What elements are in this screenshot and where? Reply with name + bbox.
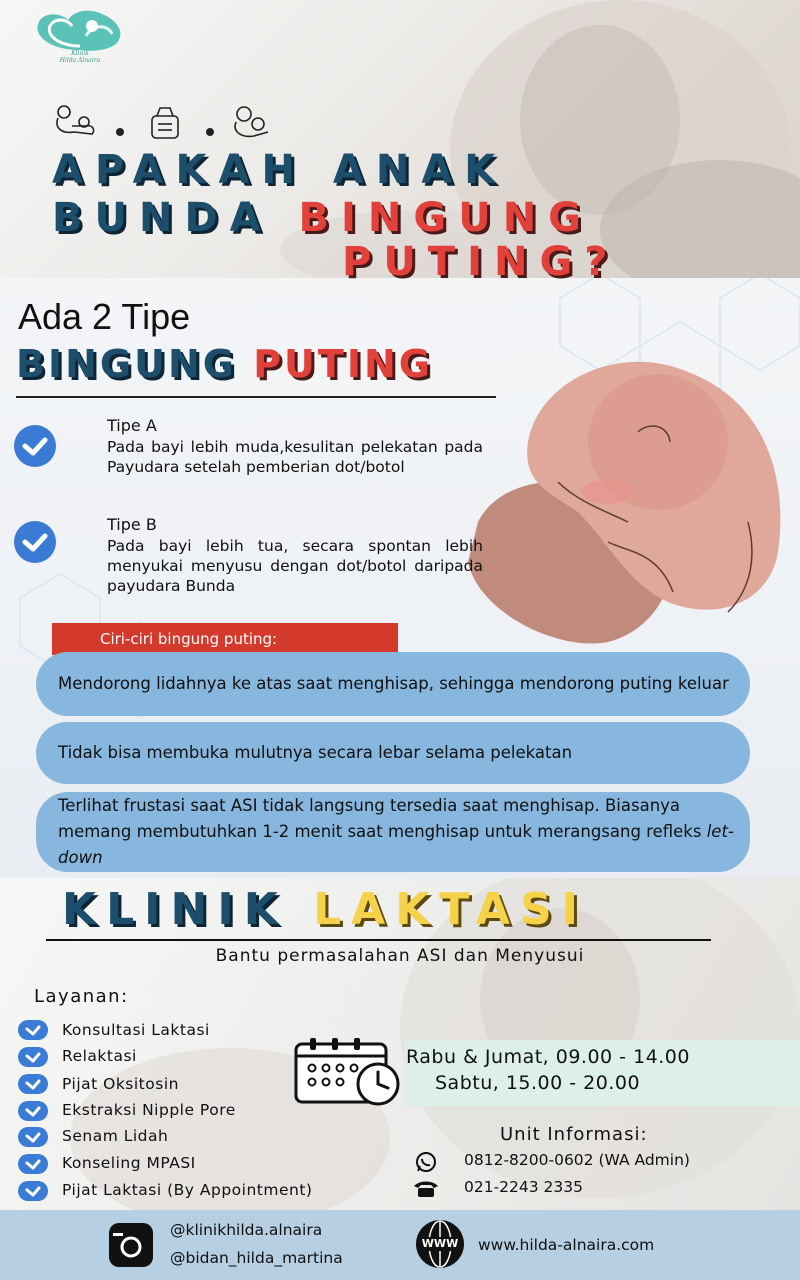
characteristic-item: [36, 722, 750, 784]
headline-line-2: [52, 194, 593, 242]
baby-illustration: [458, 352, 798, 648]
phone-number[interactable]: 021-2243 2335: [464, 1178, 583, 1196]
breastfeeding-icon: [52, 104, 98, 140]
section-title-puting: PUTING: [253, 342, 433, 386]
schedule-weekday: Rabu & Jumat, 09.00 - 14.00: [406, 1046, 690, 1068]
logo-line-1: Klinik: [71, 50, 89, 57]
logo-line-2: Hilda Alnaira: [59, 57, 101, 64]
characteristics-label: Ciri-ciri bingung puting:: [52, 623, 398, 655]
check-icon: [14, 521, 56, 563]
headline-line-3: PUTING?: [342, 239, 620, 285]
type-b-title: Tipe B: [107, 515, 157, 534]
separator-dot: [206, 128, 214, 136]
schedule-saturday: Sabtu, 15.00 - 20.00: [435, 1072, 641, 1094]
instagram-midwife-handle[interactable]: @bidan_hilda_martina: [170, 1249, 343, 1267]
instagram-icon: [108, 1222, 154, 1268]
clinic-title-laktasi: LAKTASI: [313, 884, 589, 935]
type-a-description: Pada bayi lebih muda,kesulitan pelekatan pada Payudara setelah pemberian dot/botol: [107, 438, 483, 476]
logo-text: [30, 50, 130, 64]
characteristic-text: Terlihat frustasi saat ASI tidak langsung tersedia saat menghisap. Biasanya memang membutuhkan 1-2 menit saat menghisap untuk merangsang refleks: [58, 796, 702, 841]
website-link[interactable]: www.hilda-alnaira.com: [478, 1236, 655, 1254]
instagram-clinic-handle[interactable]: @klinikhilda.alnaira: [170, 1221, 323, 1239]
chevron-check-icon: [18, 1020, 48, 1040]
section-intro: Ada 2 Tipe: [18, 296, 191, 337]
clinic-tagline: Bantu permasalahan ASI dan Menyusui: [215, 946, 585, 966]
headline-word-bunda: BUNDA: [52, 195, 273, 241]
globe-icon: [414, 1218, 466, 1270]
service-item: Senam Lidah: [62, 1127, 169, 1145]
service-item: Ekstraksi Nipple Pore: [62, 1101, 236, 1119]
chevron-check-icon: [18, 1127, 48, 1147]
section-title: [16, 342, 433, 386]
headline-word-bingung: BINGUNG: [298, 195, 594, 241]
chevron-check-icon: [18, 1074, 48, 1094]
divider: [16, 396, 496, 398]
baby-bottle-icon: [144, 104, 186, 140]
clinic-title: [62, 884, 588, 935]
type-a-title: Tipe A: [107, 416, 157, 435]
chevron-check-icon: [18, 1181, 48, 1201]
telephone-icon: [412, 1180, 440, 1198]
headline-line-1: APAKAH ANAK: [52, 147, 508, 193]
chevron-check-icon: [18, 1154, 48, 1174]
characteristic-italic: let-down: [58, 822, 734, 867]
service-item: Konseling MPASI: [62, 1154, 196, 1172]
service-item: Pijat Oksitosin: [62, 1075, 179, 1093]
mother-baby-icon: [228, 104, 274, 140]
globe-icon-text: WWW: [421, 1237, 459, 1250]
type-b-description: Pada bayi lebih tua, secara spontan lebih menyukai menyusu dengan dot/botol daripada payudara Bunda: [107, 537, 483, 595]
chevron-check-icon: [18, 1047, 48, 1067]
separator-dot: [116, 128, 124, 136]
clinic-title-klinik: KLINIK: [62, 884, 288, 935]
check-icon: [14, 425, 56, 467]
section-title-bingung: BINGUNG: [16, 342, 237, 386]
calendar-clock-icon: [294, 1036, 412, 1106]
characteristic-text: Mendorong lidahnya ke atas saat menghisap, sehingga mendorong puting keluar: [58, 674, 729, 693]
service-item: Konsultasi Laktasi: [62, 1021, 210, 1039]
services-label: Layanan:: [34, 986, 129, 1007]
service-item: Relaktasi: [62, 1047, 137, 1065]
chevron-check-icon: [18, 1101, 48, 1121]
service-item: Pijat Laktasi (By Appointment): [62, 1181, 313, 1199]
whatsapp-number[interactable]: 0812-8200-0602 (WA Admin): [464, 1151, 690, 1169]
contact-label: Unit Informasi:: [500, 1124, 648, 1145]
characteristic-item: [36, 652, 750, 716]
whatsapp-icon: [412, 1151, 440, 1173]
characteristic-text: Tidak bisa membuka mulutnya secara lebar selama pelekatan: [58, 743, 573, 762]
characteristic-item: [36, 792, 750, 872]
divider: [46, 939, 711, 941]
characteristic-text-wrap: [58, 793, 736, 871]
